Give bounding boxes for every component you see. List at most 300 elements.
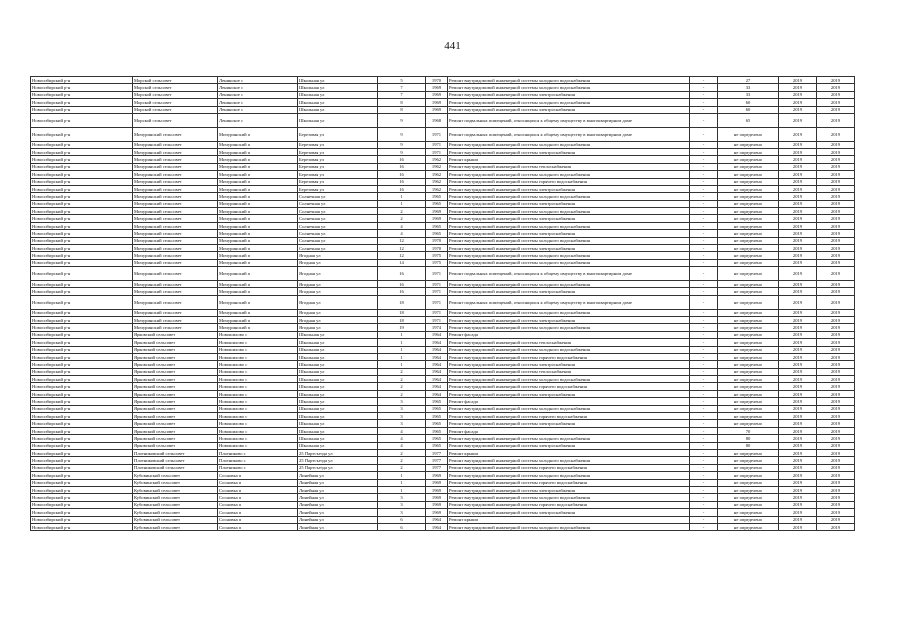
cell-work-type: Ремонт внутридомовой инженерной системы электроснабжения [448,91,690,98]
cell-street: Школьная ул [298,383,378,390]
cell-work-type: Ремонт внутридомовой инженерной системы холодного водоснабжения [448,237,690,244]
cell-dash: - [690,368,718,375]
cell-work-type: Ремонт внутридомовой инженерной системы электроснабжения [448,316,690,323]
cell-council: Плотниковский сельсовет [133,457,218,464]
cell-street: Школьная ул [298,361,378,368]
cell-council: Ярковский сельсовет [133,442,218,449]
cell-house: 2 [378,390,426,397]
cell-district: Новосибирский р-н [31,339,133,346]
cell-council: Ярковский сельсовет [133,398,218,405]
cell-work-type: Ремонт внутридомовой инженерной системы теплоснабжения [448,368,690,375]
cell-cost: не определено [718,252,779,259]
cell-cost: не определено [718,420,779,427]
cell-work-type: Ремонт крыши [448,156,690,163]
cell-start-year: 2019 [779,427,817,434]
cell-start-year: 2019 [779,390,817,397]
cell-end-year: 2019 [817,288,855,295]
cell-cost: не определено [718,200,779,207]
cell-dash: - [690,405,718,412]
cell-start-year: 2019 [779,280,817,287]
cell-start-year: 2019 [779,295,817,309]
cell-settlement: Ленинское с [218,106,298,113]
cell-settlement: Новошилово с [218,398,298,405]
cell-start-year: 2019 [779,316,817,323]
cell-settlement: Мичуринский п [218,252,298,259]
cell-end-year: 2019 [817,390,855,397]
cell-house: 8 [378,106,426,113]
cell-street: Школьная ул [298,106,378,113]
cell-dash: - [690,309,718,316]
cell-dash: - [690,442,718,449]
cell-house: 3 [378,501,426,508]
table-row [31,413,855,420]
cell-year: 1970 [426,77,448,84]
cell-end-year: 2019 [817,464,855,471]
table-row [31,267,855,281]
cell-house: 4 [378,442,426,449]
cell-start-year: 2019 [779,163,817,170]
cell-district: Новосибирский р-н [31,237,133,244]
cell-year: 1971 [426,295,448,309]
cell-dash: - [690,185,718,192]
cell-house: 9 [378,148,426,155]
cell-settlement: Мичуринский п [218,208,298,215]
cell-settlement: Мичуринский п [218,215,298,222]
cell-street: Школьная ул [298,353,378,360]
cell-end-year: 2019 [817,376,855,383]
cell-cost: не определено [718,398,779,405]
cell-year: 1965 [426,230,448,237]
cell-dash: - [690,171,718,178]
cell-house: 1 [378,472,426,479]
cell-house: 2 [378,208,426,215]
cell-year: 1969 [426,106,448,113]
cell-settlement: Сосновка п [218,516,298,523]
table-row [31,353,855,360]
cell-dash: - [690,77,718,84]
cell-year: 1968 [426,113,448,127]
cell-dash: - [690,237,718,244]
cell-dash: - [690,127,718,141]
cell-end-year: 2019 [817,163,855,170]
cell-year: 1964 [426,516,448,523]
cell-settlement: Плотниково с [218,449,298,456]
cell-start-year: 2019 [779,208,817,215]
table-row [31,280,855,287]
cell-start-year: 2019 [779,442,817,449]
cell-cost: не определено [718,464,779,471]
cell-year: 1969 [426,84,448,91]
cell-cost: не определено [718,361,779,368]
cell-district: Новосибирский р-н [31,148,133,155]
table-row [31,288,855,295]
cell-settlement: Плотниково с [218,464,298,471]
cell-street: Школьная ул [298,99,378,106]
cell-street: Ягодная ул [298,295,378,309]
cell-work-type: Ремонт внутридомовой инженерной системы электроснабжения [448,486,690,493]
cell-start-year: 2019 [779,398,817,405]
cell-end-year: 2019 [817,449,855,456]
cell-year: 1965 [426,435,448,442]
table-row [31,193,855,200]
cell-council: Мичуринский сельсовет [133,252,218,259]
table-row [31,91,855,98]
cell-house: 6 [378,523,426,530]
cell-council: Кубовинский сельсовет [133,479,218,486]
cell-district: Новосибирский р-н [31,295,133,309]
cell-year: 1970 [426,237,448,244]
cell-start-year: 2019 [779,523,817,530]
cell-end-year: 2019 [817,353,855,360]
cell-settlement: Сосновка п [218,494,298,501]
cell-council: Мичуринский сельсовет [133,178,218,185]
cell-district: Новосибирский р-н [31,420,133,427]
cell-work-type: Ремонт внутридомовой инженерной системы электроснабжения [448,288,690,295]
cell-house: 3 [378,509,426,516]
cell-council: Мичуринский сельсовет [133,163,218,170]
cell-end-year: 2019 [817,208,855,215]
cell-year: 1975 [426,259,448,266]
cell-dash: - [690,457,718,464]
cell-end-year: 2019 [817,472,855,479]
cell-house: 18 [378,309,426,316]
cell-year: 1964 [426,376,448,383]
cell-year: 1971 [426,127,448,141]
table-row [31,148,855,155]
table-row [31,509,855,516]
cell-dash: - [690,84,718,91]
cell-district: Новосибирский р-н [31,280,133,287]
cell-district: Новосибирский р-н [31,449,133,456]
cell-cost: не определено [718,316,779,323]
cell-cost: не определено [718,383,779,390]
cell-dash: - [690,479,718,486]
cell-dash: - [690,91,718,98]
cell-cost: не определено [718,346,779,353]
cell-start-year: 2019 [779,361,817,368]
cell-cost: 60 [718,106,779,113]
cell-house: 2 [378,376,426,383]
cell-council: Мичуринский сельсовет [133,245,218,252]
cell-work-type: Ремонт внутридомовой инженерной системы электроснабжения [448,442,690,449]
cell-settlement: Ленинское с [218,99,298,106]
cell-council: Мичуринский сельсовет [133,200,218,207]
table-row [31,486,855,493]
cell-street: 25 Партсъезда ул [298,464,378,471]
cell-start-year: 2019 [779,501,817,508]
cell-district: Новосибирский р-н [31,383,133,390]
table-row [31,185,855,192]
cell-district: Новосибирский р-н [31,427,133,434]
cell-district: Новосибирский р-н [31,77,133,84]
page-number: 441 [444,40,461,52]
cell-council: Ярковский сельсовет [133,361,218,368]
cell-council: Плотниковский сельсовет [133,464,218,471]
cell-cost: не определено [718,245,779,252]
cell-council: Кубовинский сельсовет [133,523,218,530]
cell-street: Линейная ул [298,486,378,493]
cell-house: 3 [378,413,426,420]
cell-house: 9 [378,127,426,141]
cell-cost: не определено [718,259,779,266]
cell-settlement: Новошилово с [218,420,298,427]
cell-start-year: 2019 [779,486,817,493]
cell-district: Новосибирский р-н [31,288,133,295]
cell-district: Новосибирский р-н [31,479,133,486]
cell-dash: - [690,361,718,368]
table-row [31,361,855,368]
cell-district: Новосибирский р-н [31,324,133,331]
cell-year: 1971 [426,309,448,316]
cell-council: Морской сельсовет [133,91,218,98]
cell-year: 1969 [426,472,448,479]
cell-cost: не определено [718,472,779,479]
cell-end-year: 2019 [817,156,855,163]
cell-street: Солнечная ул [298,208,378,215]
cell-settlement: Мичуринский п [218,267,298,281]
cell-settlement: Мичуринский п [218,295,298,309]
cell-council: Мичуринский сельсовет [133,185,218,192]
cell-district: Новосибирский р-н [31,267,133,281]
cell-street: Ягодная ул [298,309,378,316]
cell-district: Новосибирский р-н [31,99,133,106]
cell-start-year: 2019 [779,113,817,127]
cell-district: Новосибирский р-н [31,163,133,170]
cell-street: 25 Партсъезда ул [298,457,378,464]
cell-year: 1964 [426,353,448,360]
table-row [31,376,855,383]
cell-settlement: Ленинское с [218,91,298,98]
cell-cost: не определено [718,376,779,383]
cell-end-year: 2019 [817,405,855,412]
cell-council: Морской сельсовет [133,77,218,84]
cell-start-year: 2019 [779,106,817,113]
cell-settlement: Мичуринский п [218,163,298,170]
cell-work-type: Ремонт внутридомовой инженерной системы холодного водоснабжения [448,208,690,215]
cell-house: 8 [378,99,426,106]
cell-house: 12 [378,252,426,259]
cell-district: Новосибирский р-н [31,185,133,192]
cell-council: Мичуринский сельсовет [133,141,218,148]
cell-street: Линейная ул [298,509,378,516]
cell-end-year: 2019 [817,339,855,346]
cell-start-year: 2019 [779,449,817,456]
table-row [31,222,855,229]
cell-street: Линейная ул [298,523,378,530]
cell-dash: - [690,509,718,516]
cell-cost: не определено [718,353,779,360]
cell-cost: 70 [718,427,779,434]
cell-work-type: Ремонт внутридомовой инженерной системы электроснабжения [448,245,690,252]
table-row [31,420,855,427]
cell-year: 1969 [426,479,448,486]
cell-start-year: 2019 [779,127,817,141]
cell-start-year: 2019 [779,288,817,295]
cell-cost: не определено [718,208,779,215]
cell-year: 1969 [426,509,448,516]
table-row [31,113,855,127]
cell-house: 16 [378,185,426,192]
cell-council: Ярковский сельсовет [133,383,218,390]
cell-settlement: Плотниково с [218,457,298,464]
cell-start-year: 2019 [779,509,817,516]
cell-start-year: 2019 [779,91,817,98]
cell-work-type: Ремонт внутридомовой инженерной системы холодного водоснабжения [448,472,690,479]
cell-work-type: Ремонт внутридомовой инженерной системы электроснабжения [448,390,690,397]
cell-street: Школьная ул [298,339,378,346]
cell-council: Мичуринский сельсовет [133,316,218,323]
table-row [31,295,855,309]
cell-end-year: 2019 [817,435,855,442]
cell-cost: 33 [718,84,779,91]
cell-settlement: Новошилово с [218,331,298,338]
cell-start-year: 2019 [779,353,817,360]
cell-house: 16 [378,267,426,281]
cell-work-type: Ремонт фасада [448,427,690,434]
cell-street: Школьная ул [298,420,378,427]
cell-council: Плотниковский сельсовет [133,449,218,456]
cell-work-type: Ремонт фасада [448,331,690,338]
cell-year: 1977 [426,449,448,456]
cell-dash: - [690,413,718,420]
cell-district: Новосибирский р-н [31,413,133,420]
cell-settlement: Новошилово с [218,368,298,375]
cell-house: 19 [378,324,426,331]
cell-house: 2 [378,449,426,456]
cell-district: Новосибирский р-н [31,230,133,237]
cell-cost: не определено [718,295,779,309]
cell-year: 1962 [426,163,448,170]
cell-dash: - [690,464,718,471]
cell-work-type: Ремонт внутридомовой инженерной системы электроснабжения [448,148,690,155]
cell-house: 1 [378,193,426,200]
cell-end-year: 2019 [817,295,855,309]
cell-year: 1962 [426,171,448,178]
cell-council: Мичуринский сельсовет [133,148,218,155]
cell-year: 1965 [426,405,448,412]
cell-settlement: Новошилово с [218,339,298,346]
cell-end-year: 2019 [817,178,855,185]
cell-dash: - [690,346,718,353]
cell-cost: не определено [718,193,779,200]
cell-district: Новосибирский р-н [31,113,133,127]
cell-street: Солнечная ул [298,215,378,222]
cell-cost: не определено [718,494,779,501]
cell-cost: не определено [718,127,779,141]
cell-work-type: Ремонт внутридомовой инженерной системы холодного водоснабжения [448,324,690,331]
cell-end-year: 2019 [817,259,855,266]
cell-work-type: Ремонт внутридомовой инженерной системы электроснабжения [448,215,690,222]
cell-dash: - [690,200,718,207]
cell-cost: не определено [718,331,779,338]
cell-council: Ярковский сельсовет [133,346,218,353]
cell-end-year: 2019 [817,230,855,237]
cell-settlement: Мичуринский п [218,237,298,244]
cell-year: 1977 [426,457,448,464]
cell-start-year: 2019 [779,193,817,200]
cell-settlement: Мичуринский п [218,193,298,200]
cell-house: 4 [378,435,426,442]
cell-dash: - [690,222,718,229]
cell-start-year: 2019 [779,77,817,84]
cell-street: Линейная ул [298,472,378,479]
cell-work-type: Ремонт внутридомовой инженерной системы холодного водоснабжения [448,99,690,106]
cell-street: Ягодная ул [298,252,378,259]
cell-settlement: Сосновка п [218,523,298,530]
cell-house: 3 [378,494,426,501]
cell-street: Школьная ул [298,398,378,405]
cell-settlement: Новошилово с [218,413,298,420]
cell-start-year: 2019 [779,178,817,185]
cell-settlement: Мичуринский п [218,259,298,266]
cell-street: Ягодная ул [298,324,378,331]
table-row [31,324,855,331]
cell-street: Линейная ул [298,494,378,501]
cell-dash: - [690,316,718,323]
cell-start-year: 2019 [779,230,817,237]
cell-street: Березовая ул [298,163,378,170]
cell-house: 14 [378,259,426,266]
table-row [31,309,855,316]
cell-end-year: 2019 [817,280,855,287]
cell-end-year: 2019 [817,193,855,200]
cell-district: Новосибирский р-н [31,457,133,464]
repair-schedule-table [30,76,855,531]
cell-street: Ягодная ул [298,259,378,266]
cell-house: 1 [378,346,426,353]
cell-work-type: Ремонт внутридомовой инженерной системы теплоснабжения [448,163,690,170]
cell-house: 1 [378,353,426,360]
cell-house: 18 [378,316,426,323]
cell-council: Ярковский сельсовет [133,376,218,383]
cell-end-year: 2019 [817,84,855,91]
table-row [31,163,855,170]
cell-street: 25 Партсъезда ул [298,449,378,456]
cell-cost: 27 [718,77,779,84]
cell-dash: - [690,99,718,106]
cell-district: Новосибирский р-н [31,464,133,471]
cell-district: Новосибирский р-н [31,331,133,338]
cell-start-year: 2019 [779,84,817,91]
cell-council: Морской сельсовет [133,84,218,91]
cell-council: Кубовинский сельсовет [133,486,218,493]
cell-council: Мичуринский сельсовет [133,215,218,222]
cell-year: 1962 [426,156,448,163]
cell-council: Кубовинский сельсовет [133,501,218,508]
cell-district: Новосибирский р-н [31,178,133,185]
cell-house: 12 [378,237,426,244]
cell-work-type: Ремонт внутридомовой инженерной системы холодного водоснабжения [448,457,690,464]
cell-house: 2 [378,383,426,390]
cell-street: Школьная ул [298,368,378,375]
table-row [31,99,855,106]
cell-end-year: 2019 [817,324,855,331]
cell-council: Ярковский сельсовет [133,413,218,420]
cell-work-type: Ремонт внутридомовой инженерной системы горячего водоснабжения [448,464,690,471]
cell-end-year: 2019 [817,141,855,148]
cell-street: Солнечная ул [298,200,378,207]
table-row [31,237,855,244]
cell-year: 1964 [426,523,448,530]
cell-cost: не определено [718,163,779,170]
cell-house: 2 [378,215,426,222]
cell-year: 1964 [426,331,448,338]
cell-council: Кубовинский сельсовет [133,509,218,516]
cell-end-year: 2019 [817,171,855,178]
cell-street: Березовая ул [298,148,378,155]
cell-settlement: Мичуринский п [218,222,298,229]
cell-end-year: 2019 [817,346,855,353]
